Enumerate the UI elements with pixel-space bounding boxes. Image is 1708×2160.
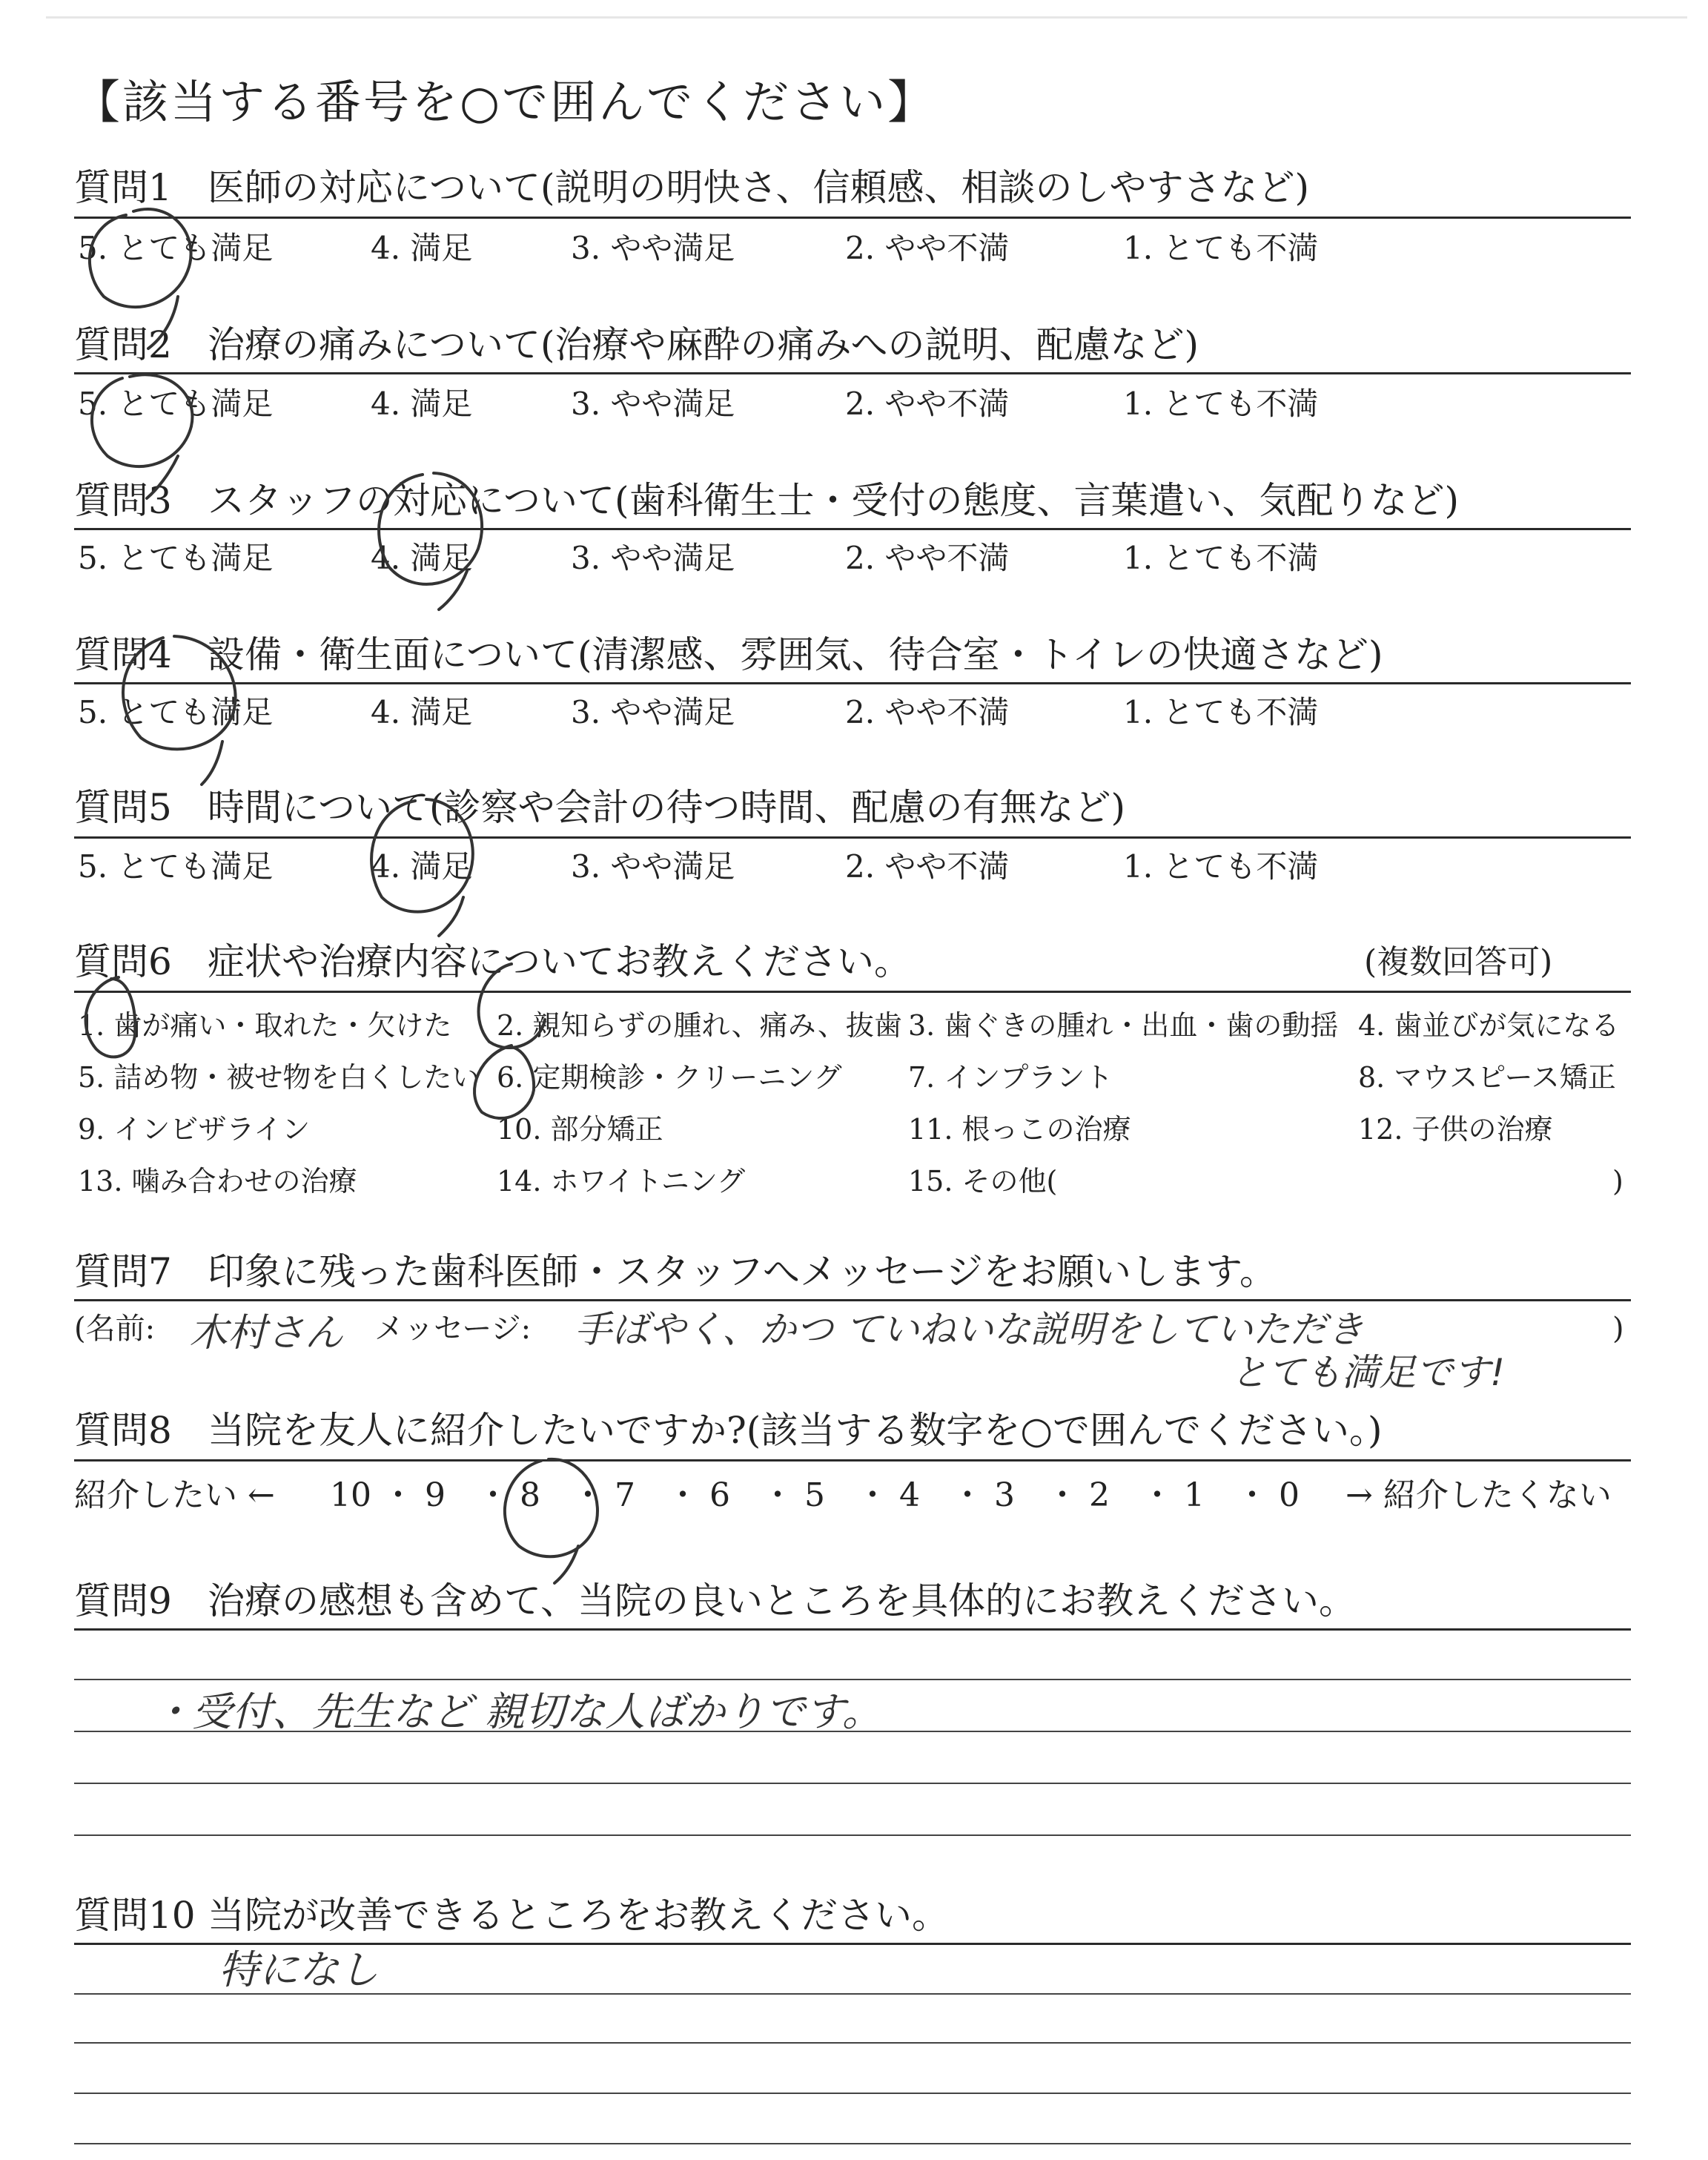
scale-separator: ・ xyxy=(1046,1476,1079,1514)
scale-value-10[interactable]: 10 xyxy=(330,1476,371,1514)
q5-option-5[interactable]: 5. とても満足 xyxy=(78,848,274,885)
q5-option-2[interactable]: 2. やや不満 xyxy=(845,848,1010,885)
message-close-paren: ) xyxy=(1612,1312,1624,1346)
q4-option-3[interactable]: 3. やや満足 xyxy=(571,694,735,730)
q3-option-2[interactable]: 2. やや不満 xyxy=(845,540,1010,576)
question-2-text: 治療の痛みについて(治療や麻酔の痛みへの説明、配慮など) xyxy=(208,323,1199,366)
symptom-6[interactable]: 6. 定期検診・クリーニング xyxy=(497,1061,842,1094)
q4-option-1[interactable]: 1. とても不満 xyxy=(1123,694,1319,730)
question-4-text: 設備・衛生面について(清潔感、雰囲気、待合室・トイレの快適さなど) xyxy=(208,633,1383,676)
q9-handwritten-answer: ・受付、先生など 親切な人ばかりです。 xyxy=(152,1688,882,1735)
q2-option-5[interactable]: 5. とても満足 xyxy=(78,386,274,422)
question-6 xyxy=(74,940,911,983)
scale-value-5[interactable]: 5 xyxy=(804,1476,825,1514)
page-title: 【該当する番号を○で囲んでください】 xyxy=(74,75,936,129)
question-3-number: 質問3 xyxy=(74,479,172,522)
q1-option-3[interactable]: 3. やや満足 xyxy=(571,230,735,266)
q4-option-4[interactable]: 4. 満足 xyxy=(371,694,473,730)
symptom-3[interactable]: 3. 歯ぐきの腫れ・出血・歯の動揺 xyxy=(908,1009,1339,1042)
scale-value-7[interactable]: 7 xyxy=(615,1476,635,1514)
symptom-4[interactable]: 4. 歯並びが気になる xyxy=(1358,1009,1620,1042)
q2-option-2[interactable]: 2. やや不満 xyxy=(845,386,1010,422)
symptom-11[interactable]: 11. 根っこの治療 xyxy=(908,1113,1131,1146)
question-1 xyxy=(74,166,1310,209)
scale-value-9[interactable]: 9 xyxy=(425,1476,446,1514)
q3-option-3[interactable]: 3. やや満足 xyxy=(571,540,735,576)
q2-option-3[interactable]: 3. やや満足 xyxy=(571,386,735,422)
q3-option-4[interactable]: 4. 満足 xyxy=(371,540,473,576)
question-5-rule xyxy=(74,836,1631,839)
question-3-text: スタッフの対応について(歯科衛生士・受付の態度、言葉遣い、気配りなど) xyxy=(208,479,1460,522)
question-5-text: 時間について(診察や会計の待つ時間、配慮の有無など) xyxy=(208,786,1126,829)
question-10-number: 質問10 xyxy=(74,1894,196,1937)
answer-line xyxy=(74,2143,1631,2144)
question-1-number: 質問1 xyxy=(74,166,172,209)
question-8-number: 質問8 xyxy=(74,1409,172,1452)
symptom-10[interactable]: 10. 部分矯正 xyxy=(497,1113,663,1146)
message-label: メッセージ: xyxy=(374,1312,532,1346)
scale-value-0[interactable]: 0 xyxy=(1279,1476,1300,1514)
scale-separator: ・ xyxy=(761,1476,794,1514)
answer-line xyxy=(74,1834,1631,1836)
scale-separator: ・ xyxy=(951,1476,984,1514)
scale-value-8[interactable]: 8 xyxy=(520,1476,540,1514)
q4-option-5[interactable]: 5. とても満足 xyxy=(78,694,274,730)
scale-value-4[interactable]: 4 xyxy=(899,1476,920,1514)
q5-option-3[interactable]: 3. やや満足 xyxy=(571,848,735,885)
question-7-text: 印象に残った歯科医師・スタッフへメッセージをお願いします。 xyxy=(208,1250,1277,1293)
q3-option-1[interactable]: 1. とても不満 xyxy=(1123,540,1319,576)
symptom-5[interactable]: 5. 詰め物・被せ物を白くしたい xyxy=(78,1061,480,1094)
question-4-number: 質問4 xyxy=(74,633,172,676)
question-2-rule xyxy=(74,372,1631,374)
scale-value-2[interactable]: 2 xyxy=(1089,1476,1110,1514)
scale-separator: ・ xyxy=(1236,1476,1268,1514)
q1-option-2[interactable]: 2. やや不満 xyxy=(845,230,1010,266)
q4-option-2[interactable]: 2. やや不満 xyxy=(845,694,1010,730)
answer-line xyxy=(74,1679,1631,1680)
answer-line xyxy=(74,1783,1631,1784)
question-9-text: 治療の感想も含めて、当院の良いところを具体的にお教えください。 xyxy=(208,1579,1356,1622)
q2-option-1[interactable]: 1. とても不満 xyxy=(1123,386,1319,422)
handwritten-message-line-1: 手ばやく、かつ ていねいな説明をしていただき xyxy=(575,1308,1364,1351)
question-8 xyxy=(74,1409,1383,1452)
symptom-13[interactable]: 13. 噛み合わせの治療 xyxy=(78,1165,357,1198)
question-6-number: 質問6 xyxy=(74,940,172,983)
question-2-number: 質問2 xyxy=(74,323,172,366)
question-7 xyxy=(74,1250,1277,1293)
q3-option-5[interactable]: 5. とても満足 xyxy=(78,540,274,576)
symptom-1[interactable]: 1. 歯が痛い・取れた・欠けた xyxy=(78,1009,452,1042)
symptom-2[interactable]: 2. 親知らずの腫れ、痛み、抜歯 xyxy=(497,1009,902,1042)
scale-separator: ・ xyxy=(382,1476,414,1514)
question-5-number: 質問5 xyxy=(74,786,172,829)
question-2 xyxy=(74,323,1199,366)
question-1-text: 医師の対応について(説明の明快さ、信頼感、相談のしやすさなど) xyxy=(208,166,1310,209)
question-1-rule xyxy=(74,217,1631,219)
recommend-right-label: → 紹介したくない xyxy=(1345,1476,1612,1514)
multiple-answers-note: (複数回答可) xyxy=(1364,943,1553,981)
handwritten-name: 木村さん xyxy=(189,1311,344,1355)
q1-option-4[interactable]: 4. 満足 xyxy=(371,230,473,266)
question-4-rule xyxy=(74,682,1631,684)
question-3-rule xyxy=(74,528,1631,530)
symptom-7[interactable]: 7. インプラント xyxy=(908,1061,1113,1094)
question-8-rule xyxy=(74,1459,1631,1462)
scale-value-6[interactable]: 6 xyxy=(709,1476,730,1514)
question-7-number: 質問7 xyxy=(74,1250,172,1293)
answer-line xyxy=(74,2093,1631,2094)
scale-separator: ・ xyxy=(666,1476,699,1514)
symptom-15-close-paren: ) xyxy=(1612,1165,1623,1198)
answer-line xyxy=(74,2042,1631,2044)
scale-separator: ・ xyxy=(477,1476,509,1514)
question-9-rule xyxy=(74,1628,1631,1631)
question-6-rule xyxy=(74,991,1631,993)
scale-separator: ・ xyxy=(1141,1476,1174,1514)
question-9 xyxy=(74,1579,1356,1622)
symptom-14[interactable]: 14. ホワイトニング xyxy=(497,1165,746,1198)
question-10 xyxy=(74,1894,949,1937)
question-10-rule xyxy=(74,1943,1631,1945)
symptom-8[interactable]: 8. マウスピース矯正 xyxy=(1358,1061,1616,1094)
q1-option-1[interactable]: 1. とても不満 xyxy=(1123,230,1319,266)
question-5 xyxy=(74,786,1126,829)
q1-option-5[interactable]: 5. とても満足 xyxy=(78,230,274,266)
question-6-text: 症状や治療内容についてお教えください。 xyxy=(208,940,911,983)
q2-option-4[interactable]: 4. 満足 xyxy=(371,386,473,422)
symptom-9[interactable]: 9. インビザライン xyxy=(78,1113,311,1146)
scale-separator: ・ xyxy=(572,1476,604,1514)
question-7-rule xyxy=(74,1299,1631,1301)
symptom-12[interactable]: 12. 子供の治療 xyxy=(1358,1113,1553,1146)
scale-value-1[interactable]: 1 xyxy=(1184,1476,1205,1514)
recommend-left-label: 紹介したい ← xyxy=(74,1476,275,1514)
question-8-text: 当院を友人に紹介したいですか?(該当する数字を○で囲んでください。) xyxy=(208,1409,1383,1452)
handwritten-message-line-2: とても満足です! xyxy=(1231,1351,1506,1394)
symptom-15[interactable]: 15. その他( xyxy=(908,1165,1058,1198)
question-9-number: 質問9 xyxy=(74,1579,172,1622)
name-label: (名前: xyxy=(74,1312,156,1346)
q5-option-4[interactable]: 4. 満足 xyxy=(371,848,473,885)
question-3 xyxy=(74,479,1460,522)
scale-separator: ・ xyxy=(856,1476,889,1514)
page-top-border xyxy=(46,16,1687,19)
scale-value-3[interactable]: 3 xyxy=(994,1476,1015,1514)
question-10-text: 当院が改善できるところをお教えください。 xyxy=(208,1894,949,1937)
q5-option-1[interactable]: 1. とても不満 xyxy=(1123,848,1319,885)
q10-handwritten-answer: 特になし xyxy=(219,1946,379,1993)
answer-line xyxy=(74,1993,1631,1995)
question-4 xyxy=(74,633,1383,676)
